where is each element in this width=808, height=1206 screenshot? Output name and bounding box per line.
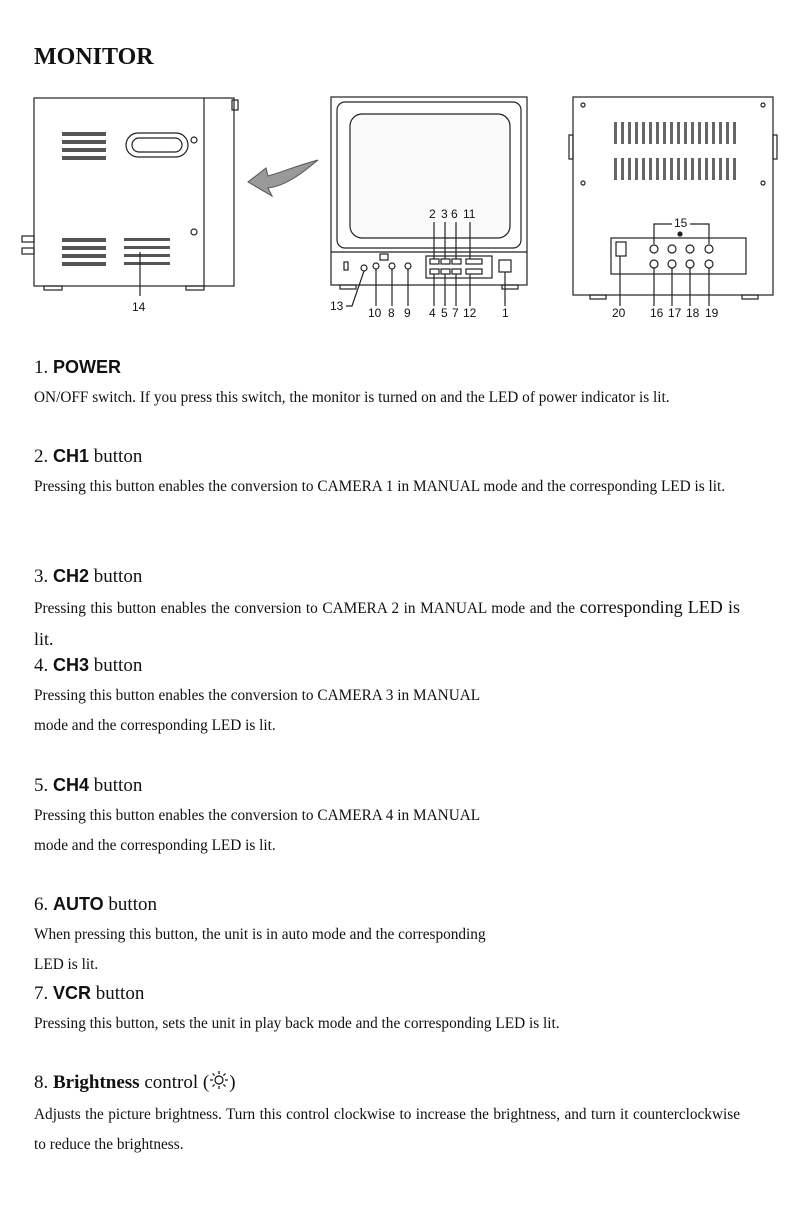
sun-brightness-icon: [209, 1070, 229, 1098]
callout-18: 18: [686, 306, 700, 320]
callout-5: 5: [441, 306, 448, 320]
monitor-rear-view: [569, 97, 777, 306]
section-heading: 2. CH1 button: [34, 446, 143, 467]
section-text-line: When pressing this button, the unit is in auto mode and the corresponding: [34, 926, 486, 943]
section-heading: 4. CH3 button: [34, 655, 143, 676]
section-heading: 3. CH2 button: [34, 566, 143, 587]
callout-3: 3: [441, 207, 448, 221]
callout-12: 12: [463, 306, 477, 320]
monitor-illustration: [0, 90, 808, 330]
callout-20: 20: [612, 306, 626, 320]
callout-17: 17: [668, 306, 682, 320]
callout-8: 8: [388, 306, 395, 320]
section-heading: 6. AUTO button: [34, 894, 157, 915]
callout-4: 4: [429, 306, 436, 320]
page-title: MONITOR: [34, 44, 154, 70]
callout-11: 11: [463, 207, 476, 221]
callout-14: 14: [132, 300, 146, 314]
callout-19: 19: [705, 306, 719, 320]
section-ch3: [34, 652, 740, 741]
section-power: [34, 354, 740, 413]
section-text-line: mode and the corresponding LED is lit.: [34, 837, 276, 854]
section-text: Pressing this button, sets the unit in play back mode and the corresponding LED is lit.: [34, 1015, 560, 1032]
section-auto: [34, 891, 740, 980]
monitor-side-view: [22, 98, 238, 296]
section-ch1: [34, 443, 740, 502]
section-ch2: [34, 563, 740, 656]
callout-2: 2: [429, 207, 436, 221]
section-brightness: [34, 1070, 740, 1160]
callout-16: 16: [650, 306, 664, 320]
callout-10: 10: [368, 306, 382, 320]
callout-9: 9: [404, 306, 411, 320]
monitor-front-view: [331, 97, 527, 306]
section-text: ON/OFF switch. If you press this switch, the monitor is turned on and the LED of power indicator is lit.: [34, 389, 670, 406]
callout-1: 1: [502, 306, 509, 320]
section-text-line: Pressing this button enables the conversion to CAMERA 4 in MANUAL: [34, 807, 481, 824]
section-text: Pressing this button enables the conversion to CAMERA 1 in MANUAL mode and the corresponding LED is lit.: [34, 478, 726, 495]
section-heading: 1. POWER: [34, 357, 122, 378]
section-heading: 7. VCR button: [34, 983, 145, 1004]
section-vcr: [34, 980, 740, 1039]
section-heading: 8. Brightness control ( ): [34, 1070, 740, 1098]
section-ch4: [34, 772, 740, 861]
section-text-line: LED is lit.: [34, 956, 99, 973]
callout-15: 15: [674, 216, 688, 230]
callout-7: 7: [452, 306, 459, 320]
callout-13: 13: [330, 299, 344, 313]
section-text-line: mode and the corresponding LED is lit.: [34, 717, 276, 734]
section-text: Pressing this button enables the conversion to CAMERA 2 in MANUAL mode and the corresponding LED is lit.: [34, 597, 741, 649]
section-text: Adjusts the picture brightness. Turn this control clockwise to increase the brightness, and turn it counterclockwise to reduce the brightness.: [34, 1106, 740, 1153]
callout-6: 6: [451, 207, 458, 221]
rotate-arrow-icon: [248, 160, 318, 196]
section-text-line: Pressing this button enables the conversion to CAMERA 3 in MANUAL: [34, 687, 481, 704]
section-heading: 5. CH4 button: [34, 775, 143, 796]
